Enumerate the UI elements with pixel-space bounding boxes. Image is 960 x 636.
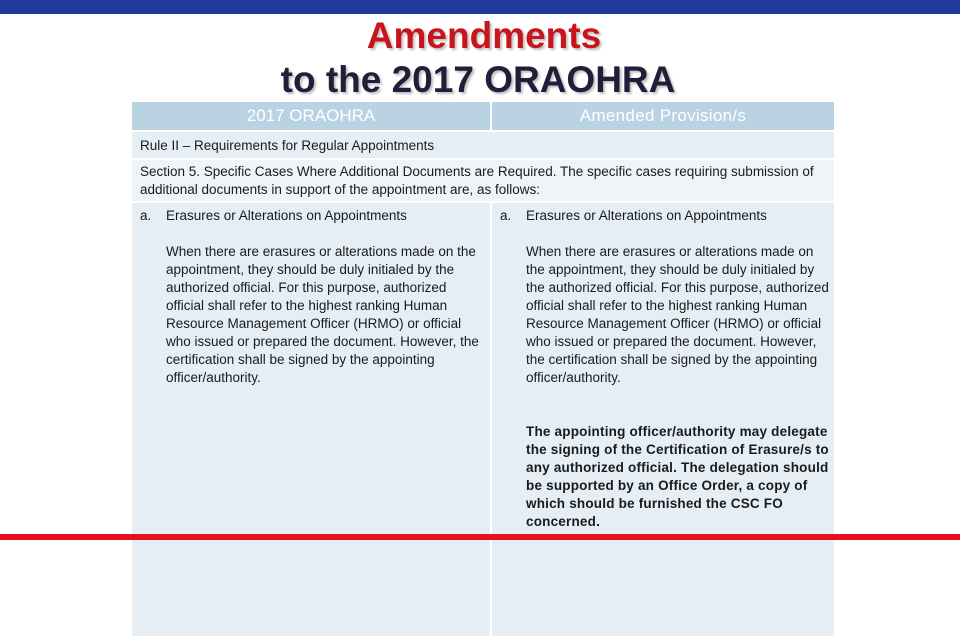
amended-provision-cell [492,203,834,636]
item-heading: Erasures or Alterations on Appointments [166,208,407,223]
rule-text: Rule II – Requirements for Regular Appointments [140,138,435,153]
item-marker: a. [140,208,152,223]
section-row [132,160,834,201]
top-accent-bar [0,0,960,14]
rule-row [132,132,834,158]
header-amended: Amended Provision/s [492,102,834,130]
bottom-accent-bar [0,534,960,540]
slide-title-line-1: Amendments [366,15,602,56]
slide-title-line-2: to the 2017 ORAOHRA [280,59,676,100]
header-original: 2017 ORAOHRA [132,102,490,130]
original-provision-cell [132,203,490,636]
section-text: Section 5. Specific Cases Where Additional Documents are Required. The specific cases requiring submission of additional documents in support of the appointment are, as follows: [140,164,814,197]
original-paragraph: When there are erasures or alterations made on the appointment, they should be duly initialed by the authorized official. For this purpose, authorized official shall refer to the highest ranking Human Resource Management Officer (HRMO) or official who issued or prepared the document. However, the certification shall be signed by the appointing officer/authority. [166,244,479,385]
added-provision-paragraph: The appointing officer/authority may delegate the signing of the Certification of Erasure/s to any authorized official. The delegation should be supported by an Office Order, a copy of which should be furnished the CSC FO concerned. [526,424,829,529]
item-heading: Erasures or Alterations on Appointments [526,208,767,223]
amended-paragraph: When there are erasures or alterations made on the appointment, they should be duly initialed by the authorized official. For this purpose, authorized official shall refer to the highest ranking Human Resource Management Officer (HRMO) or official who issued or prepared the document. However, the certification shall be signed by the appointing officer/authority. [526,244,829,385]
item-marker: a. [500,208,512,223]
